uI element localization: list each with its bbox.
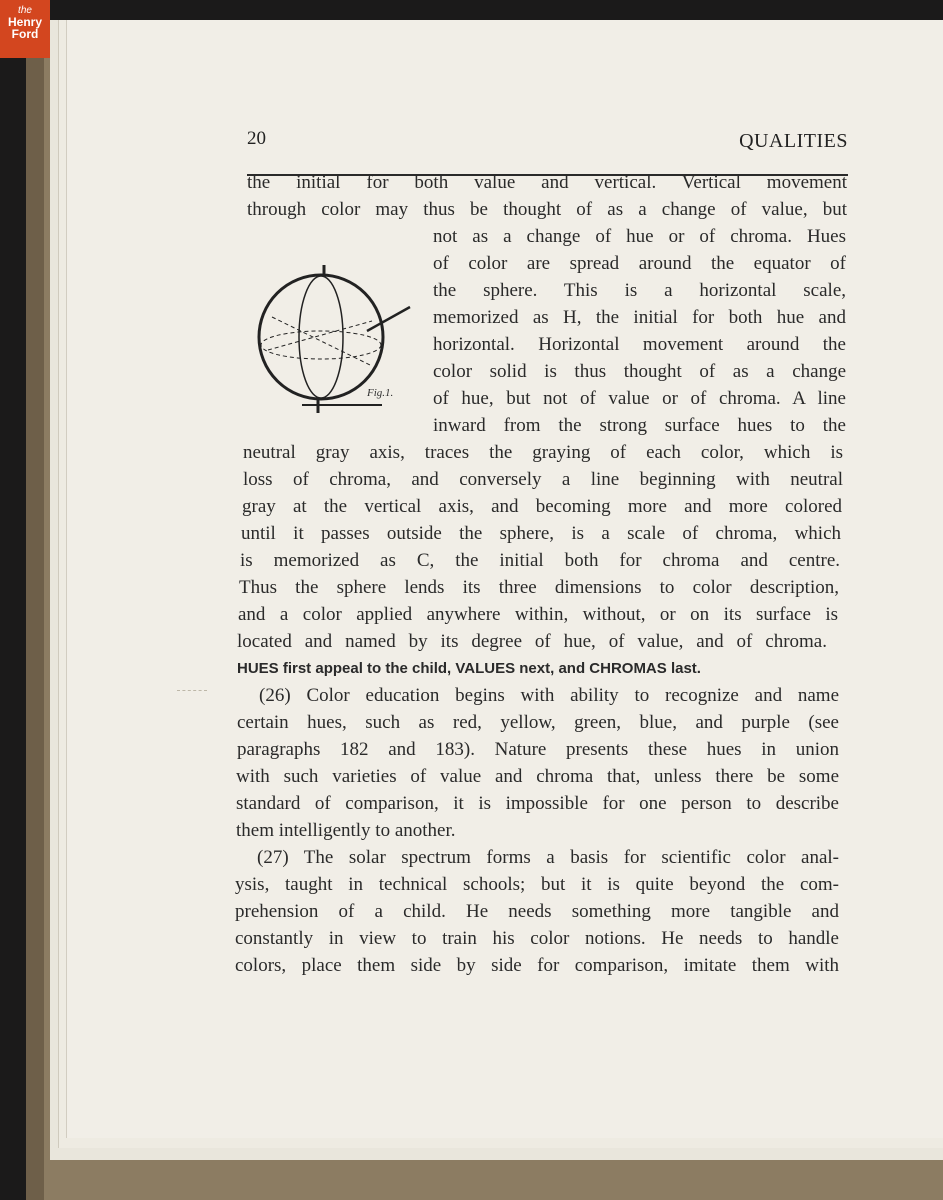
text-line: memorized as H, the initial for both hue and bbox=[433, 307, 846, 328]
text-line: not as a change of hue or of chroma. Hues bbox=[433, 226, 846, 247]
text-line: the initial for both value and vertical. Vertical movement bbox=[247, 172, 847, 193]
book-page bbox=[66, 20, 943, 1138]
book-spine-edge bbox=[26, 24, 44, 1200]
text-line: certain hues, such as red, yellow, green, blue, and purple (see bbox=[237, 712, 839, 733]
text-line: Thus the sphere lends its three dimensions to color description, bbox=[239, 577, 839, 598]
text-line: constantly in view to train his color notions. He needs to handle bbox=[235, 928, 839, 949]
color-sphere-figure bbox=[242, 255, 422, 430]
text-line: neutral gray axis, traces the graying of each color, which is bbox=[243, 442, 843, 463]
figure-label: Fig.1. bbox=[367, 387, 394, 399]
text-line: colors, place them side by side for comparison, imitate them with bbox=[235, 955, 839, 976]
text-line: paragraphs 182 and 183). Nature presents these hues in union bbox=[237, 739, 839, 760]
text-line: them intelligently to another. bbox=[236, 820, 456, 841]
text-line: through color may thus be thought of as a change of value, but bbox=[247, 199, 847, 220]
text-line: HUES first appeal to the child, VALUES next, and CHROMAS last. bbox=[237, 660, 701, 677]
text-line: located and named by its degree of hue, of value, and of chroma. bbox=[237, 631, 827, 652]
text-line: standard of comparison, it is impossible for one person to describe bbox=[236, 793, 839, 814]
text-line: of hue, but not of value or of chroma. A line bbox=[433, 388, 846, 409]
text-line: ysis, taught in technical schools; but it is quite beyond the com- bbox=[235, 874, 839, 895]
text-line: of color are spread around the equator of bbox=[433, 253, 846, 274]
text-line: horizontal. Horizontal movement around the bbox=[433, 334, 846, 355]
text-line: the sphere. This is a horizontal scale, bbox=[433, 280, 846, 301]
text-line: with such varieties of value and chroma that, unless there be some bbox=[236, 766, 839, 787]
text-line: loss of chroma, and conversely a line beginning with neutral bbox=[243, 469, 843, 490]
text-line: is memorized as C, the initial both for chroma and centre. bbox=[240, 550, 840, 571]
margin-mark bbox=[177, 690, 207, 703]
text-line: and a color applied anywhere within, without, or on its surface is bbox=[238, 604, 838, 625]
running-title: QUALITIES bbox=[739, 130, 848, 152]
page-header bbox=[247, 128, 848, 176]
text-line: gray at the vertical axis, and becoming more and more colored bbox=[242, 496, 842, 517]
page-number: 20 bbox=[247, 128, 266, 149]
text-line: until it passes outside the sphere, is a scale of chroma, which bbox=[241, 523, 841, 544]
text-line: (27) The solar spectrum forms a basis for scientific color anal- bbox=[257, 847, 839, 868]
henry-ford-logo: the Henry Ford bbox=[0, 0, 50, 58]
text-line: inward from the strong surface hues to the bbox=[433, 415, 846, 436]
text-line: color solid is thus thought of as a change bbox=[433, 361, 846, 382]
text-line: (26) Color education begins with ability to recognize and name bbox=[259, 685, 839, 706]
text-line: prehension of a child. He needs something more tangible and bbox=[235, 901, 839, 922]
